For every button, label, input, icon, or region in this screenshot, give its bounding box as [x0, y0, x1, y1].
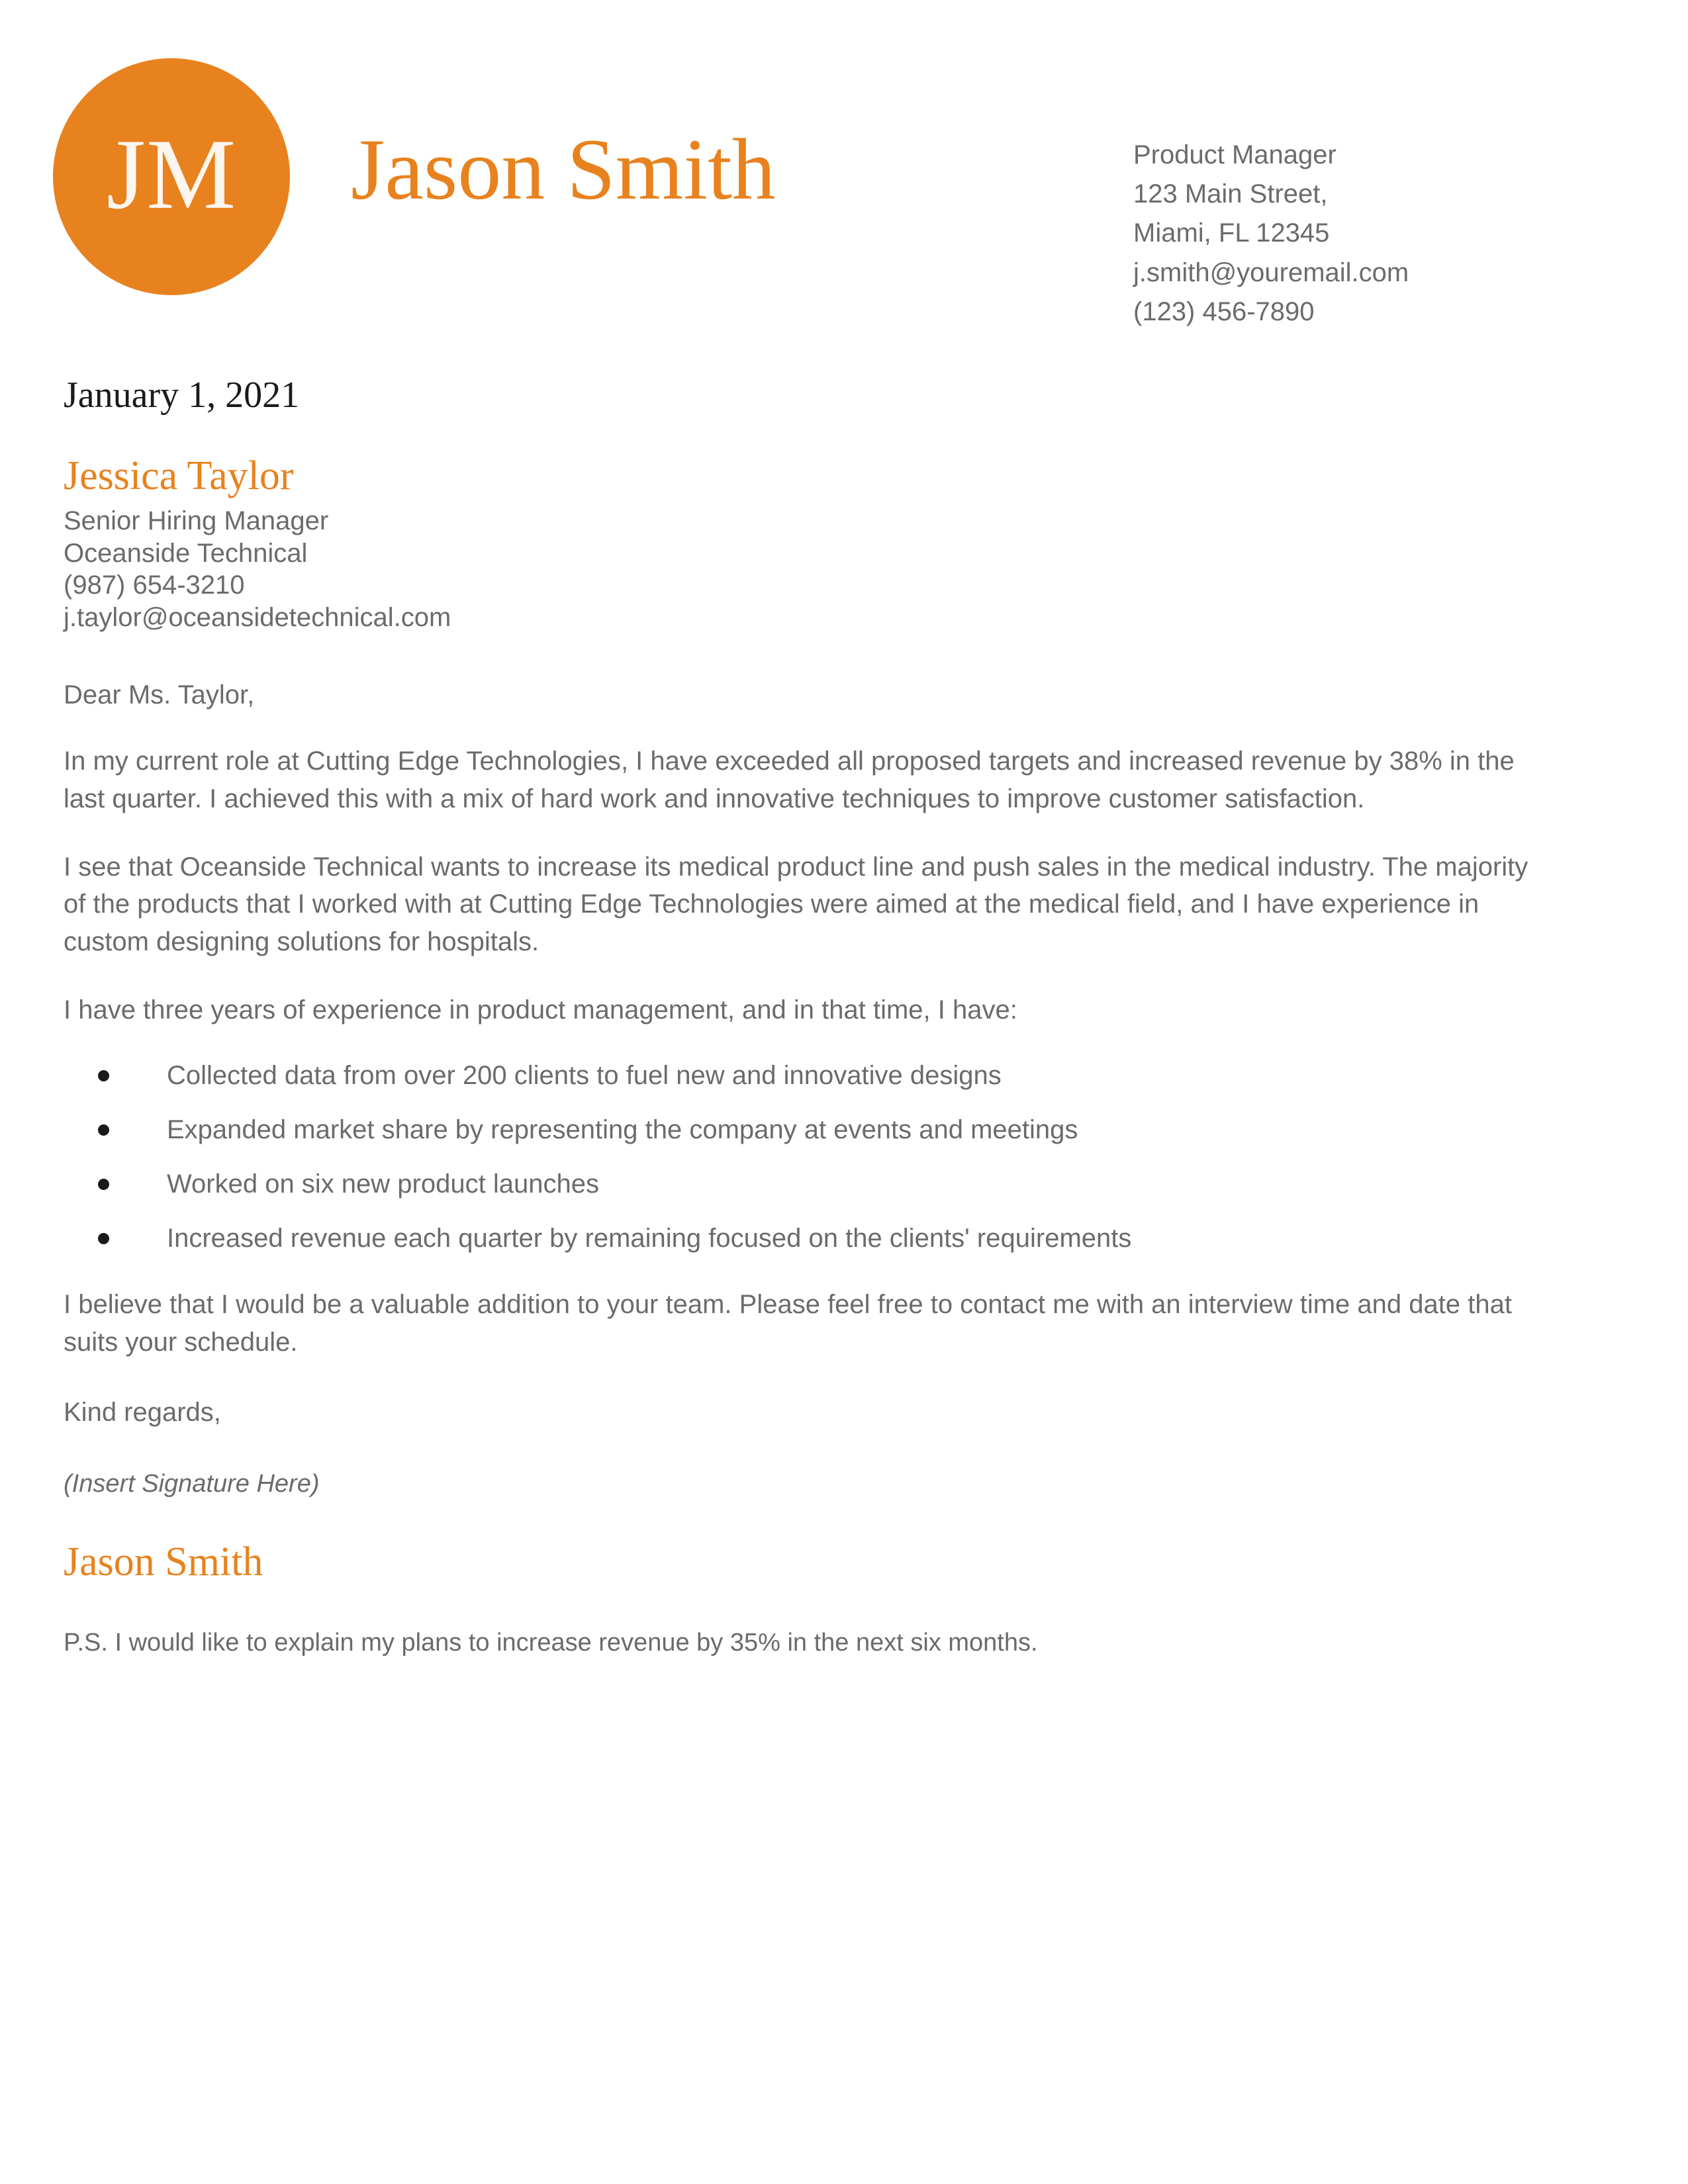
body-paragraph-2: I see that Oceanside Technical wants to increase its medical product line and push sales in the medical industry. The majority of the products that I worked with at Cutting Edge Technologies were aimed at the medical field, and I have experience in custom designing solutions for hospitals.	[64, 852, 1528, 957]
letter-body	[64, 374, 1586, 1661]
monogram-badge	[53, 58, 290, 295]
list-item	[64, 1113, 1586, 1147]
list-item	[64, 1167, 1586, 1201]
salutation: Dear Ms. Taylor,	[64, 680, 255, 710]
signature-placeholder: (Insert Signature Here)	[64, 1470, 320, 1498]
sender-phone[interactable]: (123) 456-7890	[1133, 296, 1315, 326]
recipient-block	[64, 453, 1586, 634]
bullet-dot-icon	[98, 1179, 109, 1190]
bullet-dot-icon	[98, 1124, 109, 1136]
postscript: P.S. I would like to explain my plans to increase revenue by 35% in the next six months.	[64, 1628, 1038, 1657]
recipient-title: Senior Hiring Manager	[64, 506, 329, 535]
recipient-email[interactable]: j.taylor@oceansidetechnical.com	[64, 603, 451, 633]
sender-job-title: Product Manager	[1133, 140, 1336, 169]
list-item-label: Worked on six new product launches	[167, 1169, 599, 1199]
sender-contact-block	[1133, 136, 1409, 332]
body-paragraph-1: In my current role at Cutting Edge Technologies, I have exceeded all proposed targets and increased revenue by 38% in the last quarter. I achieved this with a mix of hard work and innovative techniques to improve customer satisfaction.	[64, 747, 1515, 813]
author-name-heading: Jason Smith	[351, 120, 776, 218]
closing-paragraph: I believe that I would be a valuable addition to your team. Please feel free to contact me with an interview time and date that suits your schedule.	[64, 1289, 1512, 1357]
letterhead-header	[0, 46, 1688, 326]
sign-off: Kind regards,	[64, 1398, 221, 1428]
list-item-label: Collected data from over 200 clients to fuel new and innovative designs	[167, 1060, 1002, 1090]
sender-email[interactable]: j.smith@youremail.com	[1133, 257, 1409, 287]
bullet-dot-icon	[98, 1070, 109, 1081]
sender-city-state-zip: Miami, FL 12345	[1133, 218, 1330, 248]
bullet-dot-icon	[98, 1233, 109, 1244]
letter-date: January 1, 2021	[64, 375, 300, 416]
list-item-label: Increased revenue each quarter by remaining focused on the clients' requirements	[167, 1223, 1132, 1253]
monogram-initials: JM	[106, 118, 237, 230]
list-item	[64, 1221, 1586, 1255]
recipient-phone[interactable]: (987) 654-3210	[64, 570, 245, 600]
list-item	[64, 1058, 1586, 1093]
body-paragraph-3: I have three years of experience in product management, and in that time, I have:	[64, 995, 1017, 1024]
sender-street-address: 123 Main Street,	[1133, 179, 1328, 209]
achievements-list	[64, 1058, 1586, 1255]
recipient-company: Oceanside Technical	[64, 538, 308, 568]
recipient-name: Jessica Taylor	[64, 453, 294, 499]
list-item-label: Expanded market share by representing the company at events and meetings	[167, 1115, 1078, 1144]
recipient-details	[64, 505, 1586, 634]
signature-name: Jason Smith	[64, 1539, 263, 1584]
